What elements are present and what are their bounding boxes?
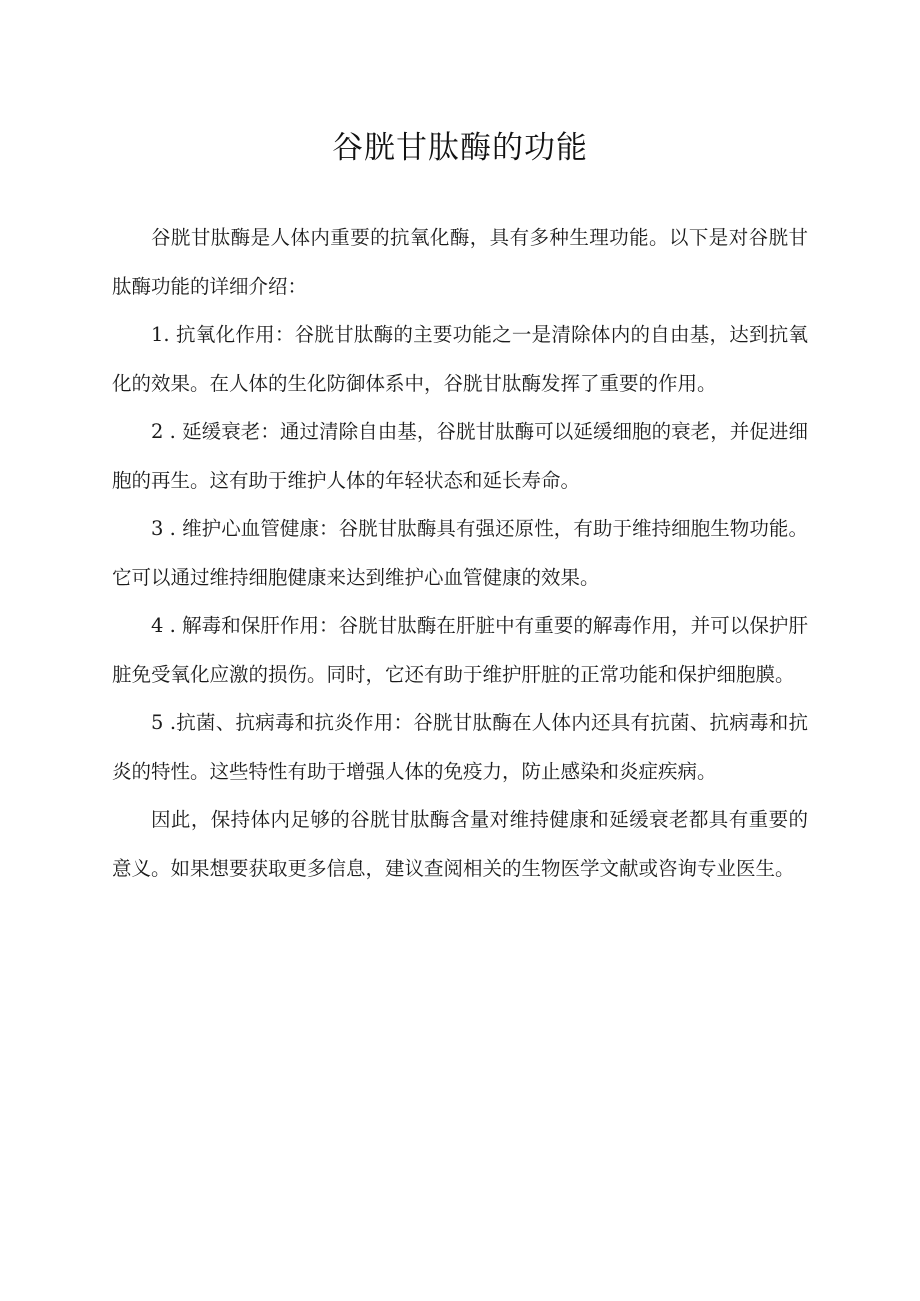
intro-paragraph: 谷胱甘肽酶是人体内重要的抗氧化酶，具有多种生理功能。以下是对谷胱甘肽酶功能的详细介绍： xyxy=(112,226,808,298)
list-item-cardiovascular: 3 . 维护心血管健康：谷胱甘肽酶具有强还原性，有助于维持细胞生物功能。它可以通过维持细胞健康来达到维护心血管健康的效果。 xyxy=(112,517,808,589)
list-item-anti-aging: 2 . 延缓衰老：通过清除自由基，谷胱甘肽酶可以延缓细胞的衰老，并促进细胞的再生。这有助于维护人体的年轻状态和延长寿命。 xyxy=(112,420,808,492)
list-item-detox-liver: 4 . 解毒和保肝作用：谷胱甘肽酶在肝脏中有重要的解毒作用，并可以保护肝脏免受氧化应激的损伤。同时，它还有助于维护肝脏的正常功能和保护细胞膜。 xyxy=(112,614,808,686)
document-body xyxy=(112,214,808,893)
document-title: 谷胱甘肽酶的功能 xyxy=(332,130,588,166)
list-item-antimicrobial: 5 .抗菌、抗病毒和抗炎作用：谷胱甘肽酶在人体内还具有抗菌、抗病毒和抗炎的特性。这些特性有助于增强人体的免疫力，防止感染和炎症疾病。 xyxy=(112,711,808,783)
conclusion-paragraph: 因此，保持体内足够的谷胱甘肽酶含量对维持健康和延缓衰老都具有重要的意义。如果想要获取更多信息，建议查阅相关的生物医学文献或咨询专业医生。 xyxy=(112,808,808,880)
list-item-antioxidant: 1. 抗氧化作用：谷胱甘肽酶的主要功能之一是清除体内的自由基，达到抗氧化的效果。在人体的生化防御体系中，谷胱甘肽酶发挥了重要的作用。 xyxy=(112,323,808,395)
